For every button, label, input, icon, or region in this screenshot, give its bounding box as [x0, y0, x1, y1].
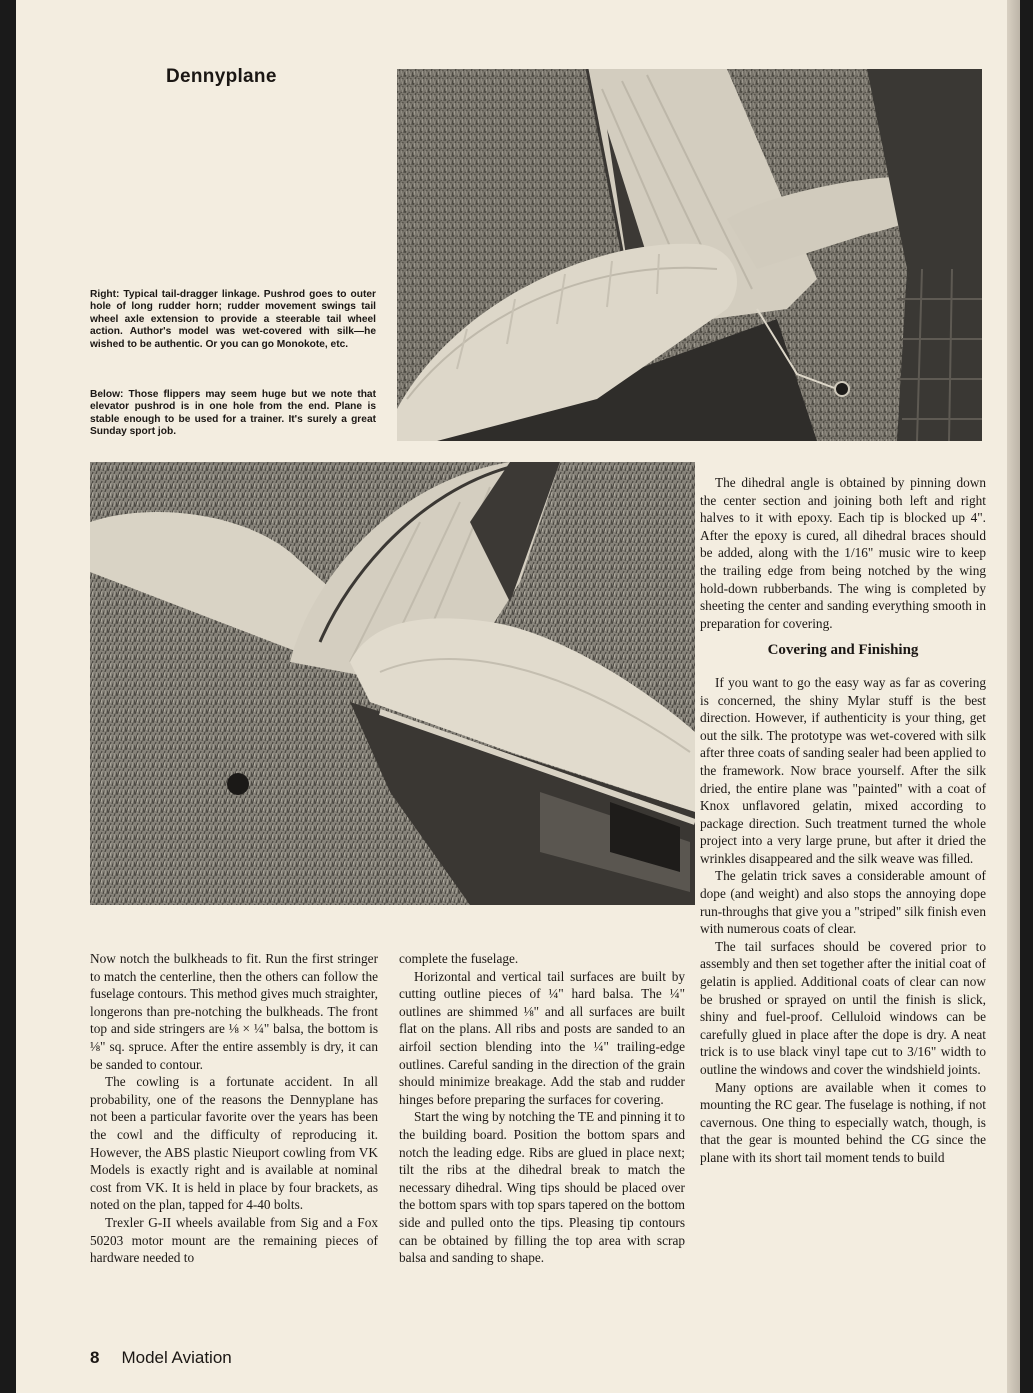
page-number: 8 — [90, 1348, 100, 1367]
column-2 — [399, 950, 685, 1267]
paragraph: The dihedral angle is obtained by pinning down the center section and joining both left and right halves to it with epoxy. Each tip is blocked up 4". After the epoxy is cured, all dihedral braces should be added, along with the 1/16" music wire to keep the trailing edge from being notched by the wing hold-down rubberbands. The wing is completed by sheeting the center and sanding everything smooth in preparation for covering. — [700, 475, 986, 631]
section-heading: Covering and Finishing — [767, 642, 919, 659]
article-title: Dennyplane — [166, 66, 277, 87]
paragraph: Many options are available when it comes to mounting the RC gear. The fuselage is nothing, if not cavernous. One thing to especially watch, though, is that the gear is mounted behind the CG since the plane with its short tail moment tends to build — [700, 1079, 986, 1165]
page-edge — [1007, 0, 1020, 1393]
column-3 — [700, 474, 986, 1167]
paragraph: complete the fuselage. — [399, 951, 519, 966]
elevator-photo — [90, 462, 695, 905]
paragraph: Horizontal and vertical tail surfaces are built by cutting outline pieces of ¼" hard balsa. The ¼" outlines are shimmed ⅛" and all surfaces are built flat on the plans. All ribs and posts are sanded to an airfoil section blending into the ¼" trailing-edge outlines. Careful sanding in the direction of the grain should minimize breakage. Add the stab and rudder hinges before preparing the surfaces for covering. — [399, 968, 685, 1107]
paragraph: Start the wing by notching the TE and pinning it to the building board. Position the bottom spars and notch the leading edge. Ribs are glued in place next; tilt the ribs at the dihedral break to match the necessary dihedral. Wing tips should be placed over the bottom spars with top spars tapered on the bottom side and pulled onto the tips. Pleasing tip contours can be obtained by filling the top area with scrap balsa and sanding to shape. — [399, 1109, 685, 1266]
paragraph: The gelatin trick saves a considerable amount of dope (and weight) and also stops the annoying dope run-throughs that give you a "striped" silk finish even with numerous coats of clear. — [700, 868, 986, 937]
page-footer — [90, 1348, 232, 1368]
tail-linkage-photo — [397, 69, 982, 441]
magazine-page — [16, 0, 1020, 1393]
paragraph: Trexler G-II wheels available from Sig and a Fox 50203 motor mount are the remaining pieces of hardware needed to — [90, 1214, 378, 1266]
paragraph: Now notch the bulkheads to fit. Run the first stringer to match the centerline, then the others can follow the fuselage contours. This method gives much straighter, longerons than pre-notching the bulkheads. The front top and side stringers are ⅛ × ¼" balsa, the bottom is ⅛" sq. spruce. After the entire assembly is dry, it can be sanded to contour. — [90, 951, 378, 1072]
paragraph: The tail surfaces should be covered prior to assembly and then set together after the initial coat of gelatin is applied. Additional coats of clear can now be brushed or sprayed on until the finish is slick, shiny and fuel-proof. Celluloid windows can be carefully glued in place after the dope is dry. A neat trick is to use black vinyl tape cut to 3/16" width to outline the windows and cover the windshield joints. — [700, 938, 986, 1077]
caption-below: Below: Those flippers may seem huge but we note that elevator pushrod is in one hole from the end. Plane is stable enough to be used for a trainer. It's surely a great Sunday sport job. — [90, 389, 376, 438]
caption-right: Right: Typical tail-dragger linkage. Pushrod goes to outer hole of long rudder horn; rudder movement swings tail wheel axle extension to provide a steerable tail wheel action. Author's model was wet-covered with silk—he wished to be authentic. Or you can go Monokote, etc. — [90, 289, 376, 350]
paragraph: The cowling is a fortunate accident. In all probability, one of the reasons the Dennyplane has not been a particular favorite over the years has been the cowl and the difficulty of reproducing it. However, the ABS plastic Nieuport cowling from VK Models is exactly right and is available at nominal cost from VK. It is held in place by four brackets, as noted on the plan, tapped for 4-40 bolts. — [90, 1074, 378, 1213]
magazine-name: Model Aviation — [121, 1348, 232, 1367]
column-1 — [90, 950, 378, 1267]
paragraph: If you want to go the easy way as far as covering is concerned, the shiny Mylar stuff is the best direction. However, if authenticity is your thing, get out the silk. The prototype was wet-covered with silk after three coats of sanding sealer had been applied to the framework. Now brace yourself. After the silk dried, the entire plane was "painted" with a coat of Knox unflavored gelatin, mixed according to package direction. Such treatment turned the whole project into a very large prune, but after it dried the wrinkles disappeared and the silk weave was filled. — [700, 674, 986, 866]
